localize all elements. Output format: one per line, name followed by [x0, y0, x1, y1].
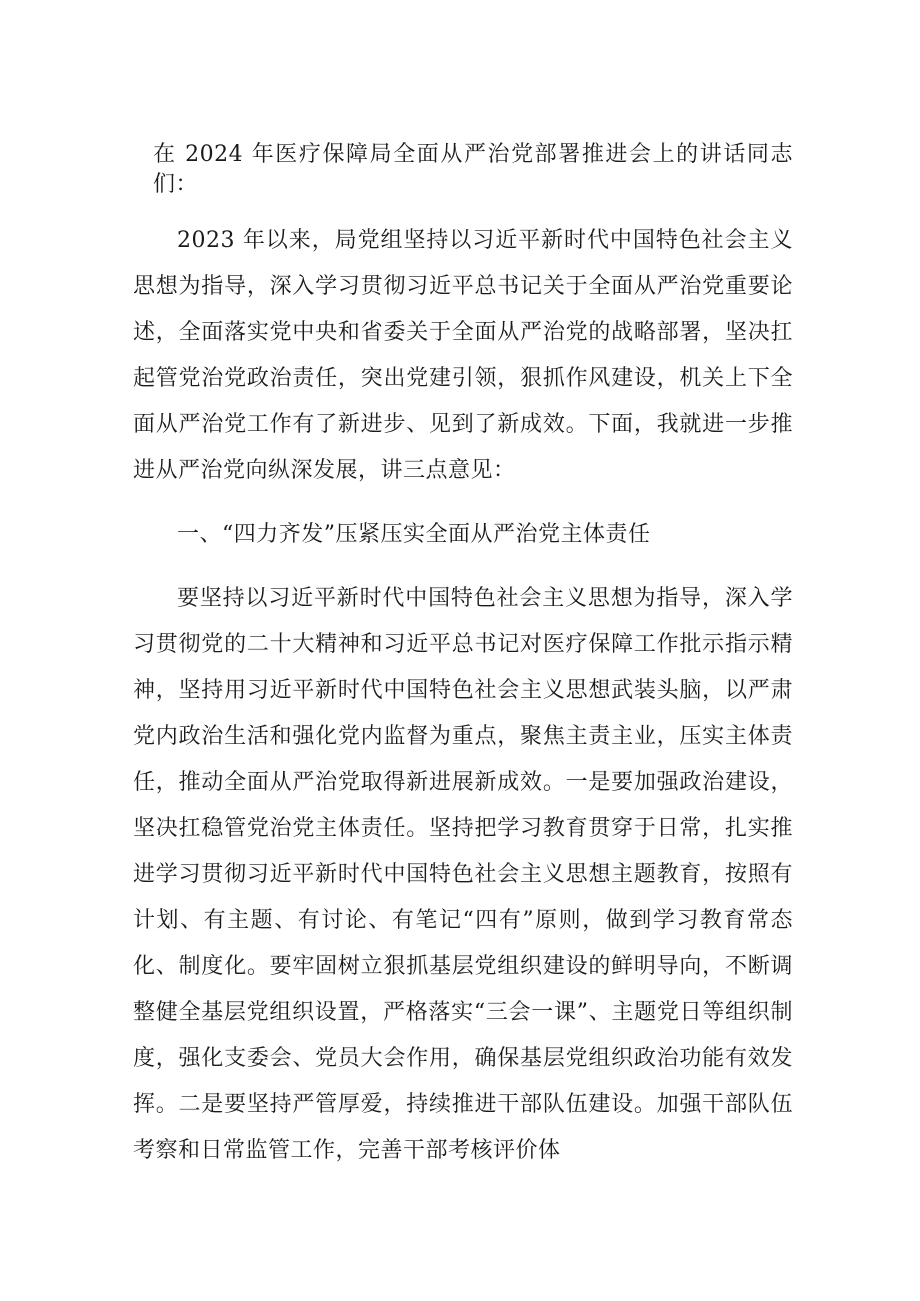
document-body	[133, 140, 793, 1192]
section-body-paragraph: 要坚持以习近平新时代中国特色社会主义思想为指导，深入学习贯彻党的二十大精神和习近平总书记对医疗保障工作批示指示精神，坚持用习近平新时代中国特色社会主义思想武装头脑，以严肃党内政治生活和强化党内监督为重点，聚焦主责主业，压实主体责任，推动全面从严治党取得新进展新成效。一是要加强政治建设，坚决扛稳管党治党主体责任。坚持把学习教育贯穿于日常，扎实推进学习贯彻习近平新时代中国特色社会主义思想主题教育，按照有计划、有主题、有讨论、有笔记“四有”原则，做到学习教育常态化、制度化。要牢固树立狠抓基层党组织建设的鲜明导向，不断调整健全基层党组织设置，严格落实“三会一课”、主题党日等组织制度，强化支委会、党员大会作用，确保基层党组织政治功能有效发挥。二是要坚持严管厚爱，持续推进干部队伍建设。加强干部队伍考察和日常监管工作，完善干部考核评价体	[133, 586, 793, 1163]
intro-paragraph: 2023 年以来，局党组坚持以习近平新时代中国特色社会主义思想为指导，深入学习贯彻习近平总书记关于全面从严治党重要论述，全面落实党中央和省委关于全面从严治党的战略部署，坚决扛起管党治党政治责任，突出党建引领，狠抓作风建设，机关上下全面从严治党工作有了新进步、见到了新成效。下面，我就进一步推进从严治党向纵深发展，讲三点意见：	[133, 228, 793, 483]
speech-title: 在 2024 年医疗保障局全面从严治党部署推进会上的讲话同志们：	[153, 142, 793, 197]
section-heading: 一、“四力齐发”压紧压实全面从严治党主体责任	[177, 522, 651, 547]
